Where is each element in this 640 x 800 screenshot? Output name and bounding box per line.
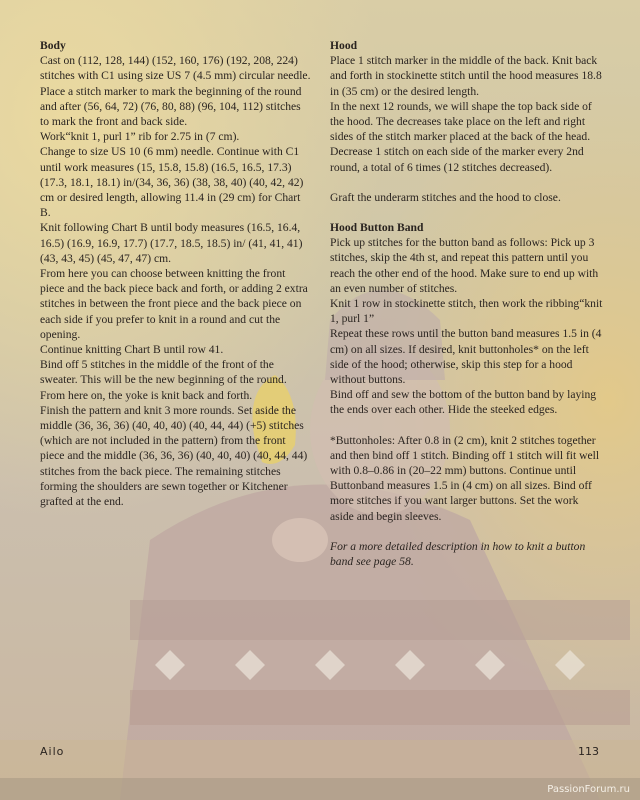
hood-paragraph: Place 1 stitch marker in the middle of the back. Knit back and forth in stockinette stitch until the hood measures 18.8 in (35 cm) or the desired length. <box>330 54 602 98</box>
body-paragraph: Cast on (112, 128, 144) (152, 160, 176) (192, 208, 224) stitches with C1 using size US 7 (4.5 mm) circular needle. Place a stitch marker to mark the beginning of the round and after (56, 64, 72) (76, 80, 88) (96, 104, 112) stitches to mark the front and back side. <box>40 54 311 129</box>
band-paragraph: Bind off and sew the bottom of the button band by laying the ends over each other. Hide the steeked edges. <box>330 388 597 417</box>
book-name: Ailo <box>40 745 65 758</box>
body-paragraph: Work“knit 1, purl 1” rib for 2.75 in (7 cm). <box>40 130 240 144</box>
body-paragraph: Continue knitting Chart B until row 41. <box>40 343 224 357</box>
right-column <box>330 38 604 569</box>
left-column <box>40 38 312 509</box>
band-paragraph: Pick up stitches for the button band as follows: Pick up 3 stitches, skip the 4th st, and repeat this pattern until you reach the other end of the hood. Make sure to end up with an even number of stitches. <box>330 236 599 295</box>
body-paragraph: Change to size US 10 (6 mm) needle. Continue with C1 until work measures (15, 15.8, 15.8) (16.5, 16.5, 17.3) (17.3, 18.1, 18.1) in/(34, 36, 36) (38, 38, 40) (40, 42, 42) cm or desired length, allowing 11.4 in (29 cm) for Chart B. <box>40 145 304 220</box>
graft-paragraph: Graft the underarm stitches and the hood to close. <box>330 190 561 204</box>
band-paragraph: Knit 1 row in stockinette stitch, then work the ribbing“knit 1, purl 1” <box>330 297 603 326</box>
band-paragraph: Repeat these rows until the button band measures 1.5 in (4 cm) on all sizes. If desired, knit buttonholes* on the left side of the hood; otherwise, skip this step for a hood without buttons. <box>330 327 602 387</box>
hood-heading: Hood <box>330 39 358 52</box>
spacer <box>330 175 604 190</box>
page-number: 113 <box>578 745 599 758</box>
watermark: PassionForum.ru <box>547 784 630 795</box>
body-heading: Body <box>40 39 66 52</box>
reference-note: For a more detailed description in how to knit a button band see page 58. <box>330 539 586 569</box>
spacer <box>330 524 604 539</box>
hood-paragraph: In the next 12 rounds, we will shape the top back side of the hood. The decreases take place on the left and right sides of the stitch marker placed at the back of the head. Decrease 1 stitch on each side of the marker every 2nd round, a total of 6 times (12 stitches decreased). <box>330 99 592 174</box>
body-paragraph: From here on, the yoke is knit back and forth. <box>40 388 253 402</box>
buttonholes-note: *Buttonholes: After 0.8 in (2 cm), knit 2 stitches together and then bind off 1 stitch. Binding off 1 stitch will fit well with 0.8–0.86 in (20–22 mm) buttons. Continue until Buttonband measures 1.5 in (4 cm) on all sizes. Bind off more stitches if you want larger buttons. Set the work aside and begin sleeves. <box>330 433 600 523</box>
spacer <box>330 205 604 220</box>
body-paragraph: Bind off 5 stitches in the middle of the front of the sweater. This will be the new beginning of the round. <box>40 358 287 387</box>
body-paragraph: Finish the pattern and knit 3 more rounds. Set aside the middle (36, 36, 36) (40, 40, 40) (40, 44, 44) (+5) stitches (which are not included in the pattern) from the front piece and the middle (36, 36, 36) (40, 40, 40) (40, 44, 44) stitches from the back piece. The remaining stitches forming the shoulders are sewn together or Kitchener grafted at the end. <box>40 403 308 509</box>
spacer <box>330 418 604 433</box>
body-paragraph: Knit following Chart B until body measures (16.5, 16.4, 16.5) (16.9, 16.9, 17.7) (17.7, 18.5, 18.5) in/ (41, 41, 41) (43, 43, 45) (45, 47, 47) cm. <box>40 221 303 265</box>
button-band-heading: Hood Button Band <box>330 221 424 235</box>
body-paragraph: From here you can choose between knitting the front piece and the back piece back and forth, or adding 2 extra stitches in between the front piece and the back piece on each side if you prefer to knit in a round and cut the opening. <box>40 267 308 341</box>
